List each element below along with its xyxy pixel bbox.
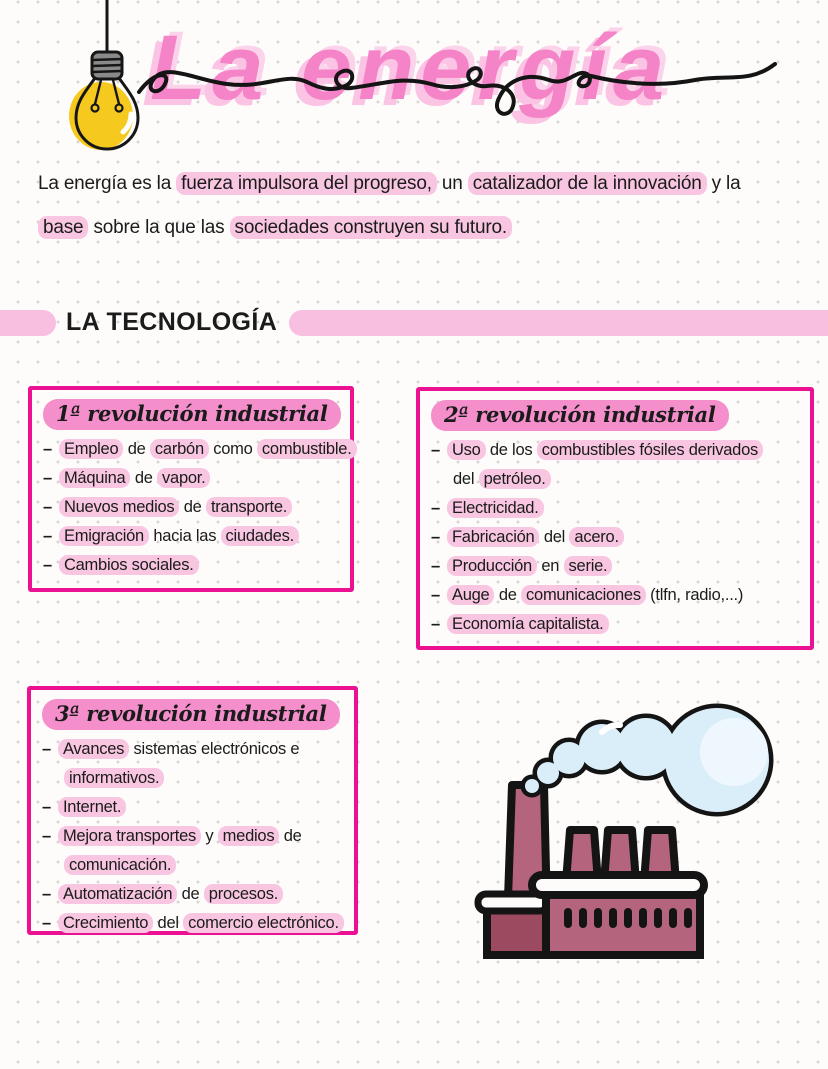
list-item-text	[59, 468, 211, 488]
highlighted-text: vapor.	[157, 468, 210, 488]
highlighted-text: petróleo.	[479, 469, 551, 489]
list-item	[43, 493, 344, 522]
dash-marker: –	[42, 798, 51, 816]
highlighted-text: base	[38, 216, 88, 239]
highlighted-text: Producción	[447, 556, 537, 576]
highlighted-text: sociedades construyen su futuro.	[230, 216, 512, 239]
section-title: LA TECNOLOGÍA	[66, 308, 278, 336]
plain-text: y	[201, 827, 218, 845]
dash-marker: –	[431, 586, 440, 604]
factory-annex	[487, 908, 547, 955]
list-item	[431, 436, 804, 465]
plain-text: de	[494, 586, 522, 604]
list-item	[42, 735, 348, 764]
plain-text: de	[177, 885, 204, 903]
highlighted-text: Crecimiento	[58, 913, 153, 933]
dash-marker: –	[431, 615, 440, 633]
list-item-text	[59, 497, 292, 517]
dash-marker: –	[431, 528, 440, 546]
revolution-box-3	[27, 686, 358, 935]
list-item	[42, 880, 348, 909]
intro-paragraph	[38, 162, 740, 250]
highlighted-text: informativos.	[64, 768, 164, 788]
highlighted-text: Mejora transportes	[58, 826, 201, 846]
plain-text: (tlfn, radio,...)	[645, 586, 744, 604]
highlighted-text: fuerza impulsora del progreso,	[176, 172, 437, 195]
dash-marker: –	[42, 740, 51, 758]
list-item-text	[64, 855, 176, 875]
box-title: 2ª revolución industrial	[431, 400, 729, 431]
plain-text: del	[539, 528, 570, 546]
highlighted-text: comunicación.	[64, 855, 176, 875]
highlighted-text: comercio electrónico.	[183, 913, 344, 933]
dash-marker: –	[43, 527, 52, 545]
bulb-glow-shape	[69, 82, 133, 150]
list-item-continuation	[42, 851, 348, 880]
box-title: 1ª revolución industrial	[43, 399, 341, 430]
plain-text: en	[537, 557, 564, 575]
highlighted-text: combustibles fósiles derivados	[537, 440, 763, 460]
list-item	[431, 581, 804, 610]
dash-marker: –	[43, 469, 52, 487]
dash-marker: –	[431, 557, 440, 575]
banner-bar-right	[289, 310, 828, 336]
highlighted-text: Fabricación	[447, 527, 540, 547]
revolution-box-2	[416, 387, 814, 650]
plain-text: como	[208, 440, 257, 458]
dash-marker: –	[431, 499, 440, 517]
list-item	[431, 610, 804, 639]
list-item	[42, 909, 348, 938]
plain-text: sobre la que las	[88, 217, 230, 238]
intro-line	[38, 206, 740, 250]
highlighted-text: Máquina	[59, 468, 131, 488]
list-item	[42, 822, 348, 851]
list-item-text	[447, 556, 612, 576]
highlighted-text: Nuevos medios	[59, 497, 179, 517]
highlighted-text: ciudades.	[221, 526, 299, 546]
highlighted-text: carbón	[150, 439, 209, 459]
list-item-text	[58, 826, 302, 846]
list-item-text	[447, 498, 544, 518]
list-item-text	[59, 526, 299, 546]
highlighted-text: acero.	[569, 527, 623, 547]
list-item	[431, 552, 804, 581]
list-item-text	[447, 440, 763, 460]
plain-text: La energía es la	[38, 173, 177, 194]
highlighted-text: serie.	[564, 556, 613, 576]
factory-roof-band	[532, 875, 704, 895]
intro-line	[38, 162, 740, 206]
list-item	[43, 435, 352, 464]
list-item	[431, 494, 804, 523]
dash-marker: –	[431, 441, 440, 459]
list-item-text	[58, 797, 126, 817]
factory-windows	[564, 908, 692, 928]
plain-text: del	[153, 914, 184, 932]
highlighted-text: Emigración	[59, 526, 149, 546]
highlighted-text: Economía capitalista.	[447, 614, 609, 634]
list-item-text	[58, 739, 299, 759]
highlighted-text: Uso	[447, 440, 486, 460]
plain-text: del	[453, 470, 479, 488]
list-item-text	[447, 527, 624, 547]
list-item-text	[59, 439, 357, 459]
list-item-text	[58, 884, 283, 904]
highlighted-text: Internet.	[58, 797, 126, 817]
dash-marker: –	[43, 556, 52, 574]
highlighted-text: transporte.	[206, 497, 292, 517]
dash-marker: –	[42, 914, 51, 932]
list-item-text	[64, 768, 164, 788]
plain-text: hacia las	[148, 527, 221, 545]
smoke-cloud	[525, 708, 769, 812]
factory-icon	[452, 690, 802, 980]
plain-text: un	[436, 173, 468, 194]
list-item-text	[447, 585, 743, 605]
box-title: 3ª revolución industrial	[42, 699, 340, 730]
plain-text: de	[279, 827, 302, 845]
plain-text: de	[123, 440, 150, 458]
list-item-continuation	[42, 764, 348, 793]
highlighted-text: comunicaciones	[521, 585, 646, 605]
page-title: La energía	[150, 17, 671, 119]
highlighted-text: Auge	[447, 585, 495, 605]
plain-text: de	[179, 498, 206, 516]
plain-text: de	[130, 469, 158, 487]
list-item-text	[453, 469, 551, 489]
plain-text: y la	[706, 173, 741, 194]
list-item	[43, 551, 344, 580]
section-header	[0, 308, 828, 337]
dash-marker: –	[43, 498, 52, 516]
list-item	[43, 464, 344, 493]
highlighted-text: combustible.	[257, 439, 357, 459]
dash-marker: –	[42, 827, 51, 845]
highlighted-text: Empleo	[59, 439, 123, 459]
revolution-box-1	[28, 386, 354, 592]
highlighted-text: procesos.	[204, 884, 283, 904]
list-item-text	[58, 913, 344, 933]
list-item-continuation	[431, 465, 804, 494]
highlighted-text: Electricidad.	[447, 498, 544, 518]
highlighted-text: Avances	[58, 739, 129, 759]
banner-pill-left	[0, 310, 56, 336]
dash-marker: –	[42, 885, 51, 903]
handwritten-script-overlay	[135, 42, 780, 128]
dash-marker: –	[43, 440, 52, 458]
plain-text: de los	[485, 441, 537, 459]
list-item-text	[59, 555, 199, 575]
plain-text: sistemas electrónicos e	[129, 740, 300, 758]
list-item	[42, 793, 348, 822]
list-item	[431, 523, 804, 552]
list-item	[43, 522, 344, 551]
highlighted-text: medios	[218, 826, 280, 846]
list-item-text	[447, 614, 609, 634]
highlighted-text: Cambios sociales.	[59, 555, 199, 575]
highlighted-text: catalizador de la innovación	[468, 172, 707, 195]
highlighted-text: Automatización	[58, 884, 177, 904]
